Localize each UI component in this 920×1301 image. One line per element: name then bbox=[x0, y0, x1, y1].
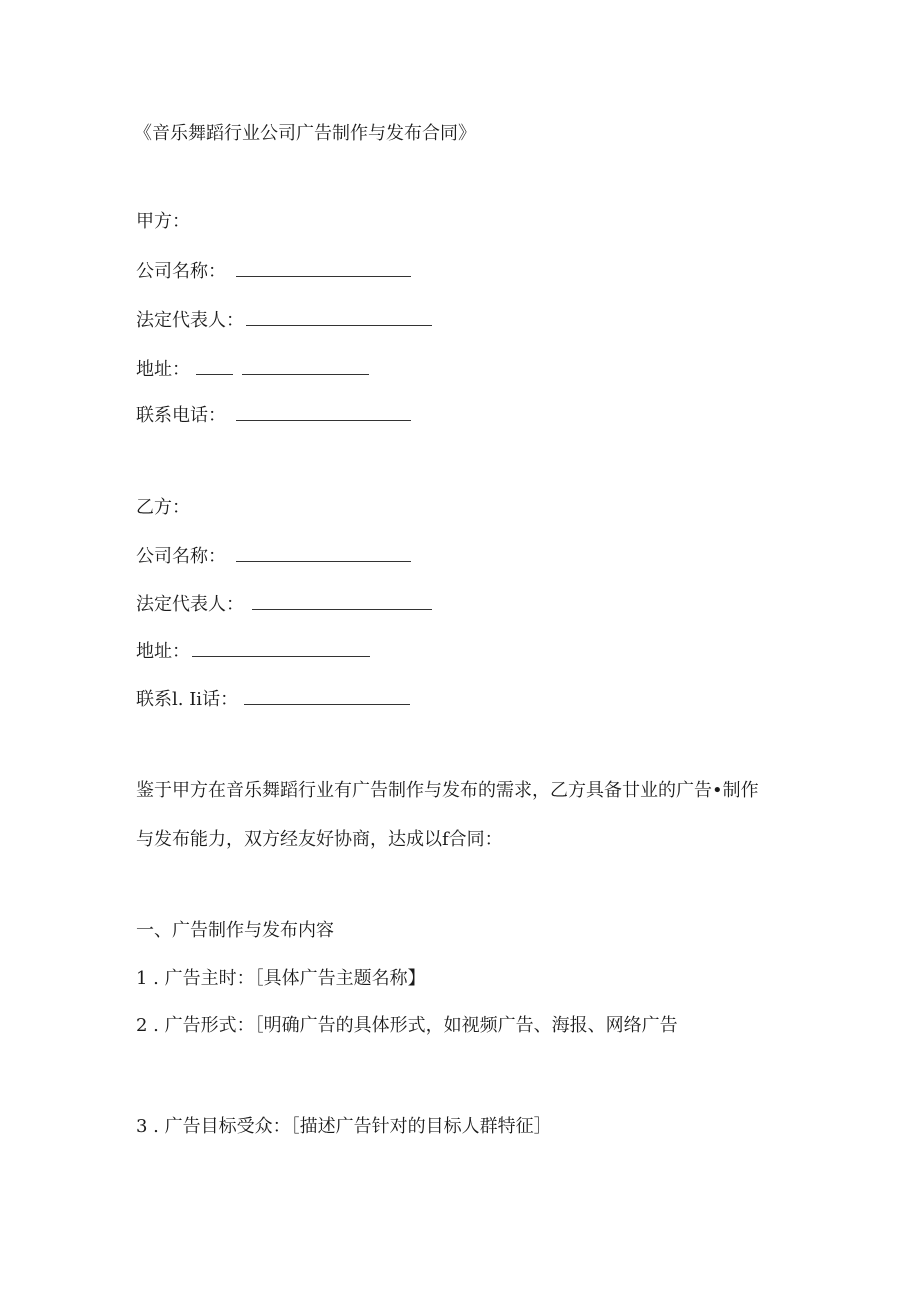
party-b-address-row bbox=[136, 638, 370, 664]
intro-line-2: 与发布能力，双方经友好协商，达成以f合同： bbox=[136, 829, 503, 850]
party-b-company-row bbox=[136, 543, 411, 569]
party-a-rep-blank bbox=[246, 307, 432, 326]
party-a-rep-row bbox=[136, 307, 432, 333]
party-a-company-blank bbox=[236, 258, 411, 277]
party-a-phone-label: 联系电话： bbox=[136, 405, 226, 426]
document-title: 《音乐舞蹈行业公司广告制作与发布合同》 bbox=[134, 123, 476, 144]
party-a-phone-row bbox=[136, 402, 411, 428]
party-b-heading: 乙方： bbox=[136, 497, 190, 518]
section-1-item-3: 3 . 广告目标受众：［描述广告针对的目标人群特征］ bbox=[136, 1116, 552, 1137]
party-b-rep-row bbox=[136, 591, 432, 617]
party-b-phone-row bbox=[136, 686, 410, 712]
party-a-heading: 甲方： bbox=[136, 211, 190, 232]
party-a-address-label: 地址： bbox=[136, 359, 190, 380]
party-b-phone-blank bbox=[244, 686, 410, 705]
intro-line-1: 鉴于甲方在音乐舞蹈行业有广告制作与发布的需求，乙方具备廿业的广告•制作 bbox=[136, 780, 759, 801]
party-a-company-label: 公司名称： bbox=[136, 261, 226, 282]
party-a-address-blank-1 bbox=[196, 356, 233, 375]
party-a-address-row bbox=[136, 356, 369, 382]
section-1-item-1: 1 . 广告主时：［具体广告主题名称】 bbox=[136, 968, 426, 989]
party-b-rep-label: 法定代表人： bbox=[136, 594, 244, 615]
section-1-item-2: 2 . 广告形式：［明确广告的具体形式，如视频广告、海报、网络广告 bbox=[136, 1015, 678, 1036]
party-b-address-label: 地址： bbox=[136, 641, 190, 662]
section-1-heading: 一、广告制作与发布内容 bbox=[136, 920, 334, 941]
party-b-company-label: 公司名称： bbox=[136, 546, 226, 567]
party-b-address-blank bbox=[192, 638, 370, 657]
party-b-company-blank bbox=[236, 543, 411, 562]
party-b-rep-blank bbox=[252, 591, 432, 610]
party-a-phone-blank bbox=[236, 402, 411, 421]
party-b-phone-label: 联系l. Ii话： bbox=[136, 689, 239, 710]
party-a-company-row bbox=[136, 258, 411, 284]
party-a-address-blank-2 bbox=[242, 356, 369, 375]
party-a-rep-label: 法定代表人： bbox=[136, 310, 244, 331]
